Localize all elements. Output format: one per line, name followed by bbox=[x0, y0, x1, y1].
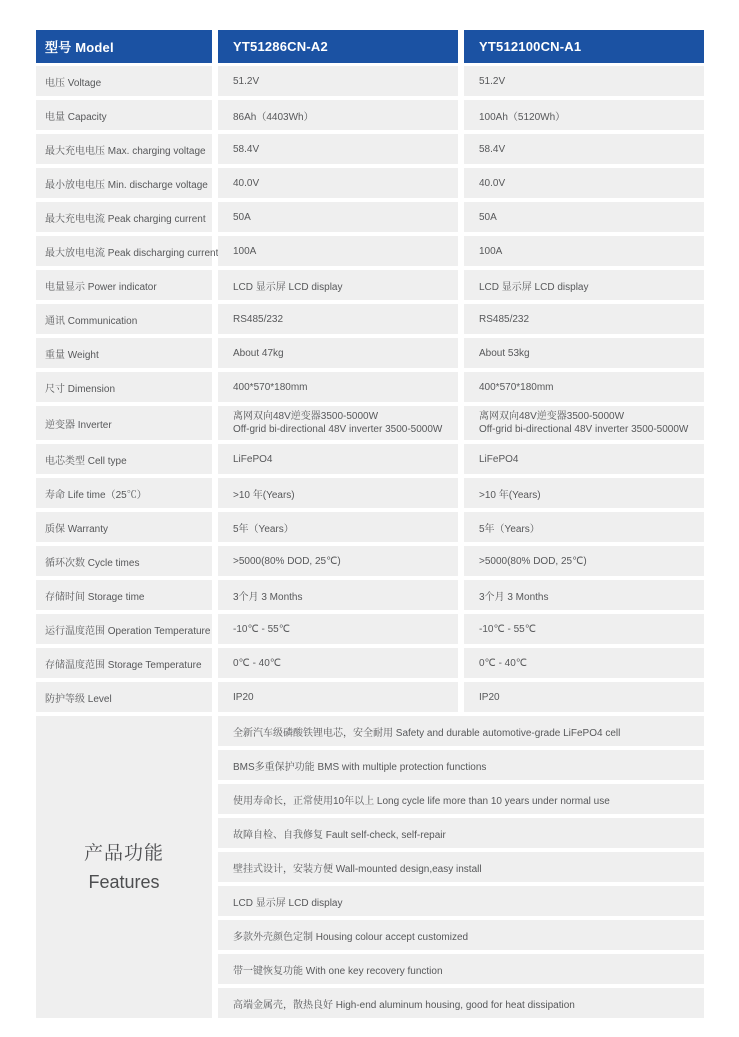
row-value-model-a2: LCD 显示屏 LCD display bbox=[218, 270, 458, 300]
features-title-en: Features bbox=[88, 872, 160, 892]
row-label: 电压 Voltage bbox=[36, 66, 212, 96]
row-label: 最大放电电流 Peak discharging current bbox=[36, 236, 212, 266]
row-value-model-a1: 离网双向48V逆变器3500-5000W Off-grid bi-directional 48V inverter 3500-5000W bbox=[464, 406, 704, 440]
row-label: 通讯 Communication bbox=[36, 304, 212, 334]
row-value-model-a1: 5年（Years） bbox=[464, 512, 704, 542]
row-value-model-a2: LiFePO4 bbox=[218, 444, 458, 474]
feature-item: LCD 显示屏 LCD display bbox=[218, 886, 704, 916]
row-value-model-a2: 5年（Years） bbox=[218, 512, 458, 542]
table-row bbox=[36, 66, 704, 96]
table-row bbox=[36, 304, 704, 334]
row-label: 质保 Warranty bbox=[36, 512, 212, 542]
row-value-model-a1: IP20 bbox=[464, 682, 704, 712]
features-items-container bbox=[218, 716, 704, 1018]
row-value-model-a2: -10℃ - 55℃ bbox=[218, 614, 458, 644]
table-row bbox=[36, 682, 704, 712]
row-label: 循环次数 Cycle times bbox=[36, 546, 212, 576]
table-row bbox=[36, 100, 704, 130]
row-label: 存储时间 Storage time bbox=[36, 580, 212, 610]
row-value-model-a1: >5000(80% DOD, 25℃) bbox=[464, 546, 704, 576]
feature-item: 故障自检、自我修复 Fault self-check, self-repair bbox=[218, 818, 704, 848]
feature-item: 全新汽车级磷酸铁锂电芯，安全耐用 Safety and durable automotive-grade LiFePO4 cell bbox=[218, 716, 704, 746]
row-value-model-a2: 400*570*180mm bbox=[218, 372, 458, 402]
row-label: 电量 Capacity bbox=[36, 100, 212, 130]
table-row bbox=[36, 372, 704, 402]
row-value-model-a1: 100A bbox=[464, 236, 704, 266]
row-value-model-a2: >10 年(Years) bbox=[218, 478, 458, 508]
feature-item: 壁挂式设计，安装方便 Wall-mounted design,easy install bbox=[218, 852, 704, 882]
table-header-row bbox=[36, 30, 704, 63]
row-value-model-a1: 58.4V bbox=[464, 134, 704, 164]
table-row bbox=[36, 648, 704, 678]
row-value-model-a1: 50A bbox=[464, 202, 704, 232]
row-label: 重量 Weight bbox=[36, 338, 212, 368]
row-value-model-a2: RS485/232 bbox=[218, 304, 458, 334]
table-row bbox=[36, 406, 704, 440]
header-model-yt51286cn-a2: YT51286CN-A2 bbox=[218, 30, 458, 63]
row-value-model-a1: LiFePO4 bbox=[464, 444, 704, 474]
table-row bbox=[36, 512, 704, 542]
row-value-model-a2: IP20 bbox=[218, 682, 458, 712]
table-row bbox=[36, 202, 704, 232]
row-label: 防护等级 Level bbox=[36, 682, 212, 712]
row-label: 寿命 Life time（25℃） bbox=[36, 478, 212, 508]
table-row bbox=[36, 580, 704, 610]
table-row bbox=[36, 168, 704, 198]
header-model-label: 型号 Model bbox=[36, 30, 212, 63]
table-row bbox=[36, 614, 704, 644]
row-value-model-a2: 86Ah（4403Wh） bbox=[218, 100, 458, 130]
row-value-model-a1: 0℃ - 40℃ bbox=[464, 648, 704, 678]
features-title-zh: 产品功能 bbox=[83, 843, 164, 864]
feature-item: 带一键恢复功能 With one key recovery function bbox=[218, 954, 704, 984]
row-label: 运行温度范围 Operation Temperature bbox=[36, 614, 212, 644]
spec-rows-container bbox=[36, 66, 704, 712]
row-value-model-a1: 51.2V bbox=[464, 66, 704, 96]
row-label: 存储温度范围 Storage Temperature bbox=[36, 648, 212, 678]
table-row bbox=[36, 134, 704, 164]
feature-item: 高端金属壳，散热良好 High-end aluminum housing, good for heat dissipation bbox=[218, 988, 704, 1018]
row-value-model-a1: 400*570*180mm bbox=[464, 372, 704, 402]
row-value-model-a1: 3个月 3 Months bbox=[464, 580, 704, 610]
row-value-model-a2: 离网双向48V逆变器3500-5000W Off-grid bi-directional 48V inverter 3500-5000W bbox=[218, 406, 458, 440]
table-row bbox=[36, 478, 704, 508]
row-value-model-a2: 3个月 3 Months bbox=[218, 580, 458, 610]
table-row bbox=[36, 444, 704, 474]
row-label: 电量显示 Power indicator bbox=[36, 270, 212, 300]
table-row bbox=[36, 338, 704, 368]
row-value-model-a1: 40.0V bbox=[464, 168, 704, 198]
header-model-yt512100cn-a1: YT512100CN-A1 bbox=[464, 30, 704, 63]
row-value-model-a1: 100Ah（5120Wh） bbox=[464, 100, 704, 130]
row-label: 电芯类型 Cell type bbox=[36, 444, 212, 474]
row-value-model-a2: 100A bbox=[218, 236, 458, 266]
feature-item: BMS多重保护功能 BMS with multiple protection functions bbox=[218, 750, 704, 780]
row-value-model-a2: 51.2V bbox=[218, 66, 458, 96]
table-row bbox=[36, 270, 704, 300]
row-value-model-a2: 50A bbox=[218, 202, 458, 232]
row-label: 最大充电电流 Peak charging current bbox=[36, 202, 212, 232]
row-label: 最小放电电压 Min. discharge voltage bbox=[36, 168, 212, 198]
row-value-model-a2: >5000(80% DOD, 25℃) bbox=[218, 546, 458, 576]
row-value-model-a1: RS485/232 bbox=[464, 304, 704, 334]
product-spec-table bbox=[36, 30, 704, 1018]
row-value-model-a2: About 47kg bbox=[218, 338, 458, 368]
row-label: 尺寸 Dimension bbox=[36, 372, 212, 402]
row-label: 逆变器 Inverter bbox=[36, 406, 212, 440]
row-value-model-a2: 58.4V bbox=[218, 134, 458, 164]
row-value-model-a1: About 53kg bbox=[464, 338, 704, 368]
row-value-model-a2: 40.0V bbox=[218, 168, 458, 198]
row-value-model-a1: >10 年(Years) bbox=[464, 478, 704, 508]
table-row bbox=[36, 546, 704, 576]
row-value-model-a2: 0℃ - 40℃ bbox=[218, 648, 458, 678]
table-row bbox=[36, 236, 704, 266]
features-section bbox=[36, 716, 704, 1018]
row-value-model-a1: -10℃ - 55℃ bbox=[464, 614, 704, 644]
features-title-cell bbox=[36, 716, 212, 1018]
feature-item: 多款外壳颜色定制 Housing colour accept customized bbox=[218, 920, 704, 950]
feature-item: 使用寿命长，正常使用10年以上 Long cycle life more than 10 years under normal use bbox=[218, 784, 704, 814]
row-value-model-a1: LCD 显示屏 LCD display bbox=[464, 270, 704, 300]
row-label: 最大充电电压 Max. charging voltage bbox=[36, 134, 212, 164]
